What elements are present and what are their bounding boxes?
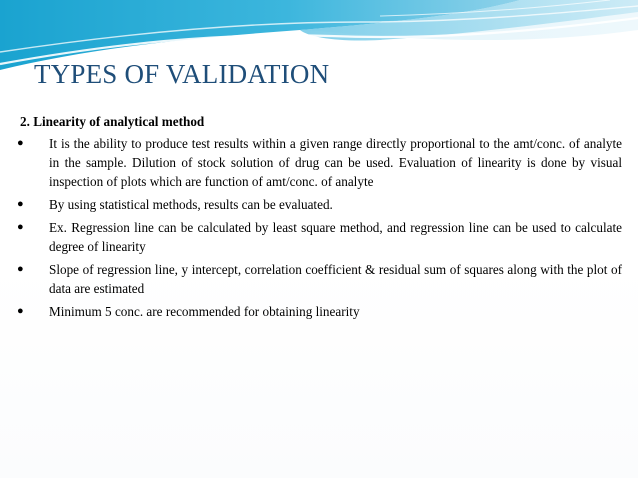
slide-content	[16, 112, 622, 325]
bullet-text: It is the ability to produce test results within a given range directly proportional to the amt/conc. of analyte in the sample. Dilution of stock solution of drug can be used. Evaluation of linearity is done by visual inspection of plots which are function of amt/conc. of analyte	[49, 136, 622, 189]
bullet-icon: ●	[17, 198, 24, 210]
bullet-text: Ex. Regression line can be calculated by least square method, and regression line can be used to calculate degree of linearity	[49, 220, 622, 254]
bullet-item	[16, 260, 622, 298]
bullet-item	[16, 218, 622, 256]
bullet-icon: ●	[17, 263, 24, 275]
section-subheading: 2. Linearity of analytical method	[20, 114, 205, 129]
bullet-item	[16, 195, 622, 214]
bullet-item	[16, 134, 622, 191]
bullet-icon: ●	[17, 137, 24, 149]
bullet-item	[16, 302, 622, 321]
bullet-text: By using statistical methods, results can be evaluated.	[49, 197, 333, 212]
bullet-text: Minimum 5 conc. are recommended for obtaining linearity	[49, 304, 360, 319]
bullet-icon: ●	[17, 221, 24, 233]
slide-title: TYPES OF VALIDATION	[34, 59, 330, 89]
bullet-text: Slope of regression line, y intercept, correlation coefficient & residual sum of squares along with the plot of data are estimated	[49, 262, 622, 296]
bullet-icon: ●	[17, 305, 24, 317]
bullet-list	[16, 134, 622, 321]
